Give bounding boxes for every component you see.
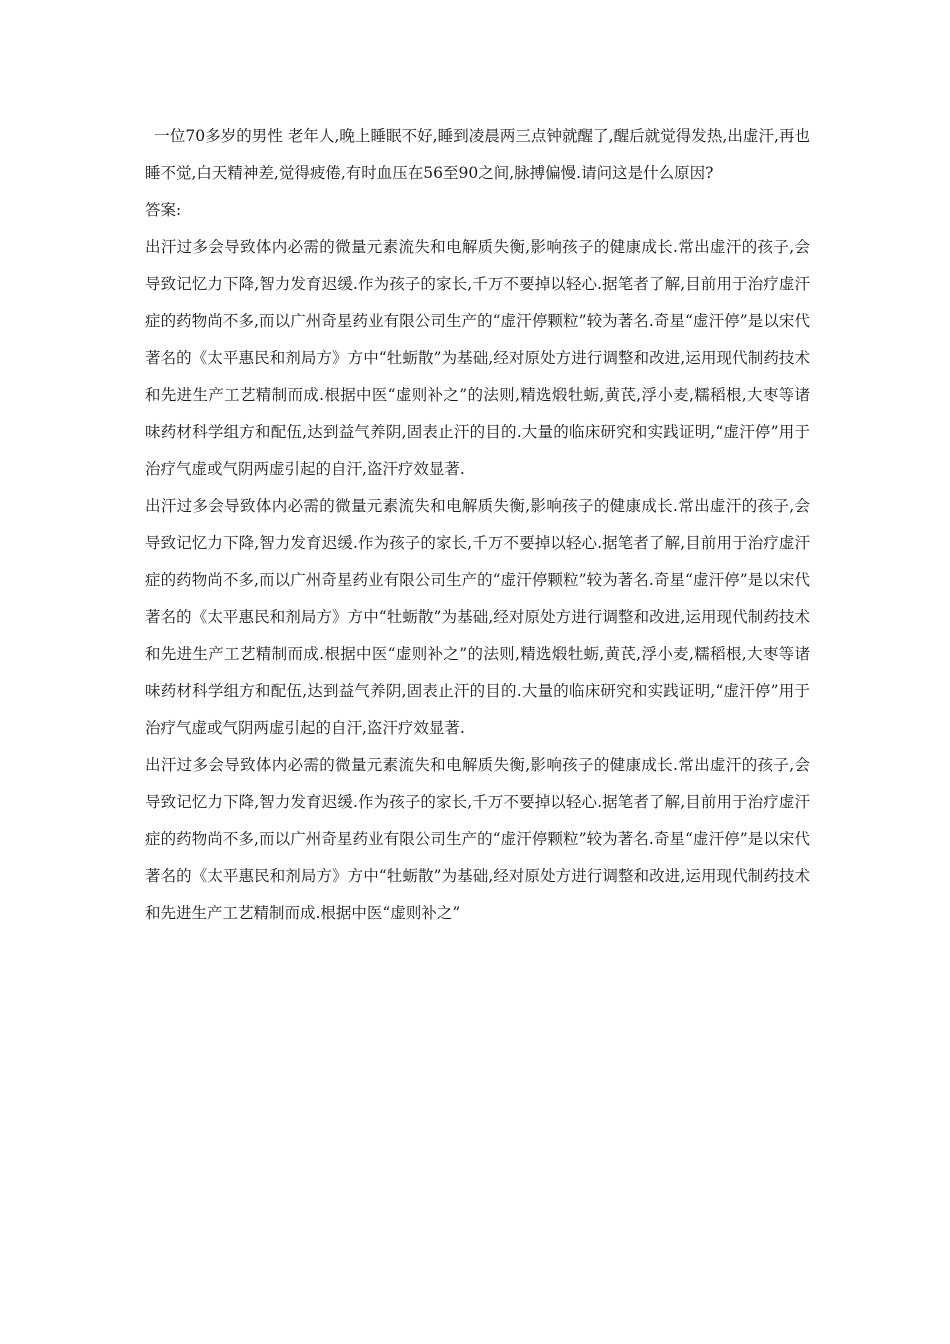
answer-paragraph-2: 出汗过多会导致体内必需的微量元素流失和电解质失衡,影响孩子的健康成长.常出虚汗的孩子,会导致记忆力下降,智力发育迟缓.作为孩子的家长,千万不要掉以轻心.据笔者了解,目前用于治疗虚汗症的药物尚不多,而以广州奇星药业有限公司生产的“虚汗停颗粒”较为著名.奇星“虚汗停”是以宋代著名的《太平惠民和剂局方》方中“牡蛎散”为基础,经对原处方进行调整和改进,运用现代制药技术和先进生产工艺精制而成.根据中医“虚则补之”的法则,精选煅牡蛎,黄芪,浮小麦,糯稻根,大枣等诸味药材科学组方和配伍,达到益气养阴,固表止汗的目的.大量的临床研究和实践证明,“虚汗停”用于治疗气虚或气阴两虚引起的自汗,盗汗疗效显著. (145, 497, 810, 737)
question-paragraph: 一位70多岁的男性 老年人,晚上睡眠不好,睡到凌晨两三点钟就醒了,醒后就觉得发热,出虚汗,再也睡不觉,白天精神差,觉得疲倦,有时血压在56至90之间,脉搏偏慢.请问这是什么原因? (145, 127, 810, 182)
document-page (145, 118, 810, 932)
answer-paragraph-1: 出汗过多会导致体内必需的微量元素流失和电解质失衡,影响孩子的健康成长.常出虚汗的孩子,会导致记忆力下降,智力发育迟缓.作为孩子的家长,千万不要掉以轻心.据笔者了解,目前用于治疗虚汗症的药物尚不多,而以广州奇星药业有限公司生产的“虚汗停颗粒”较为著名.奇星“虚汗停”是以宋代著名的《太平惠民和剂局方》方中“牡蛎散”为基础,经对原处方进行调整和改进,运用现代制药技术和先进生产工艺精制而成.根据中医“虚则补之”的法则,精选煅牡蛎,黄芪,浮小麦,糯稻根,大枣等诸味药材科学组方和配伍,达到益气养阴,固表止汗的目的.大量的临床研究和实践证明,“虚汗停”用于治疗气虚或气阴两虚引起的自汗,盗汗疗效显著. (145, 238, 810, 478)
answer-label: 答案: (145, 201, 182, 219)
answer-paragraph-3: 出汗过多会导致体内必需的微量元素流失和电解质失衡,影响孩子的健康成长.常出虚汗的孩子,会导致记忆力下降,智力发育迟缓.作为孩子的家长,千万不要掉以轻心.据笔者了解,目前用于治疗虚汗症的药物尚不多,而以广州奇星药业有限公司生产的“虚汗停颗粒”较为著名.奇星“虚汗停”是以宋代著名的《太平惠民和剂局方》方中“牡蛎散”为基础,经对原处方进行调整和改进,运用现代制药技术和先进生产工艺精制而成.根据中医“虚则补之” (145, 756, 810, 922)
